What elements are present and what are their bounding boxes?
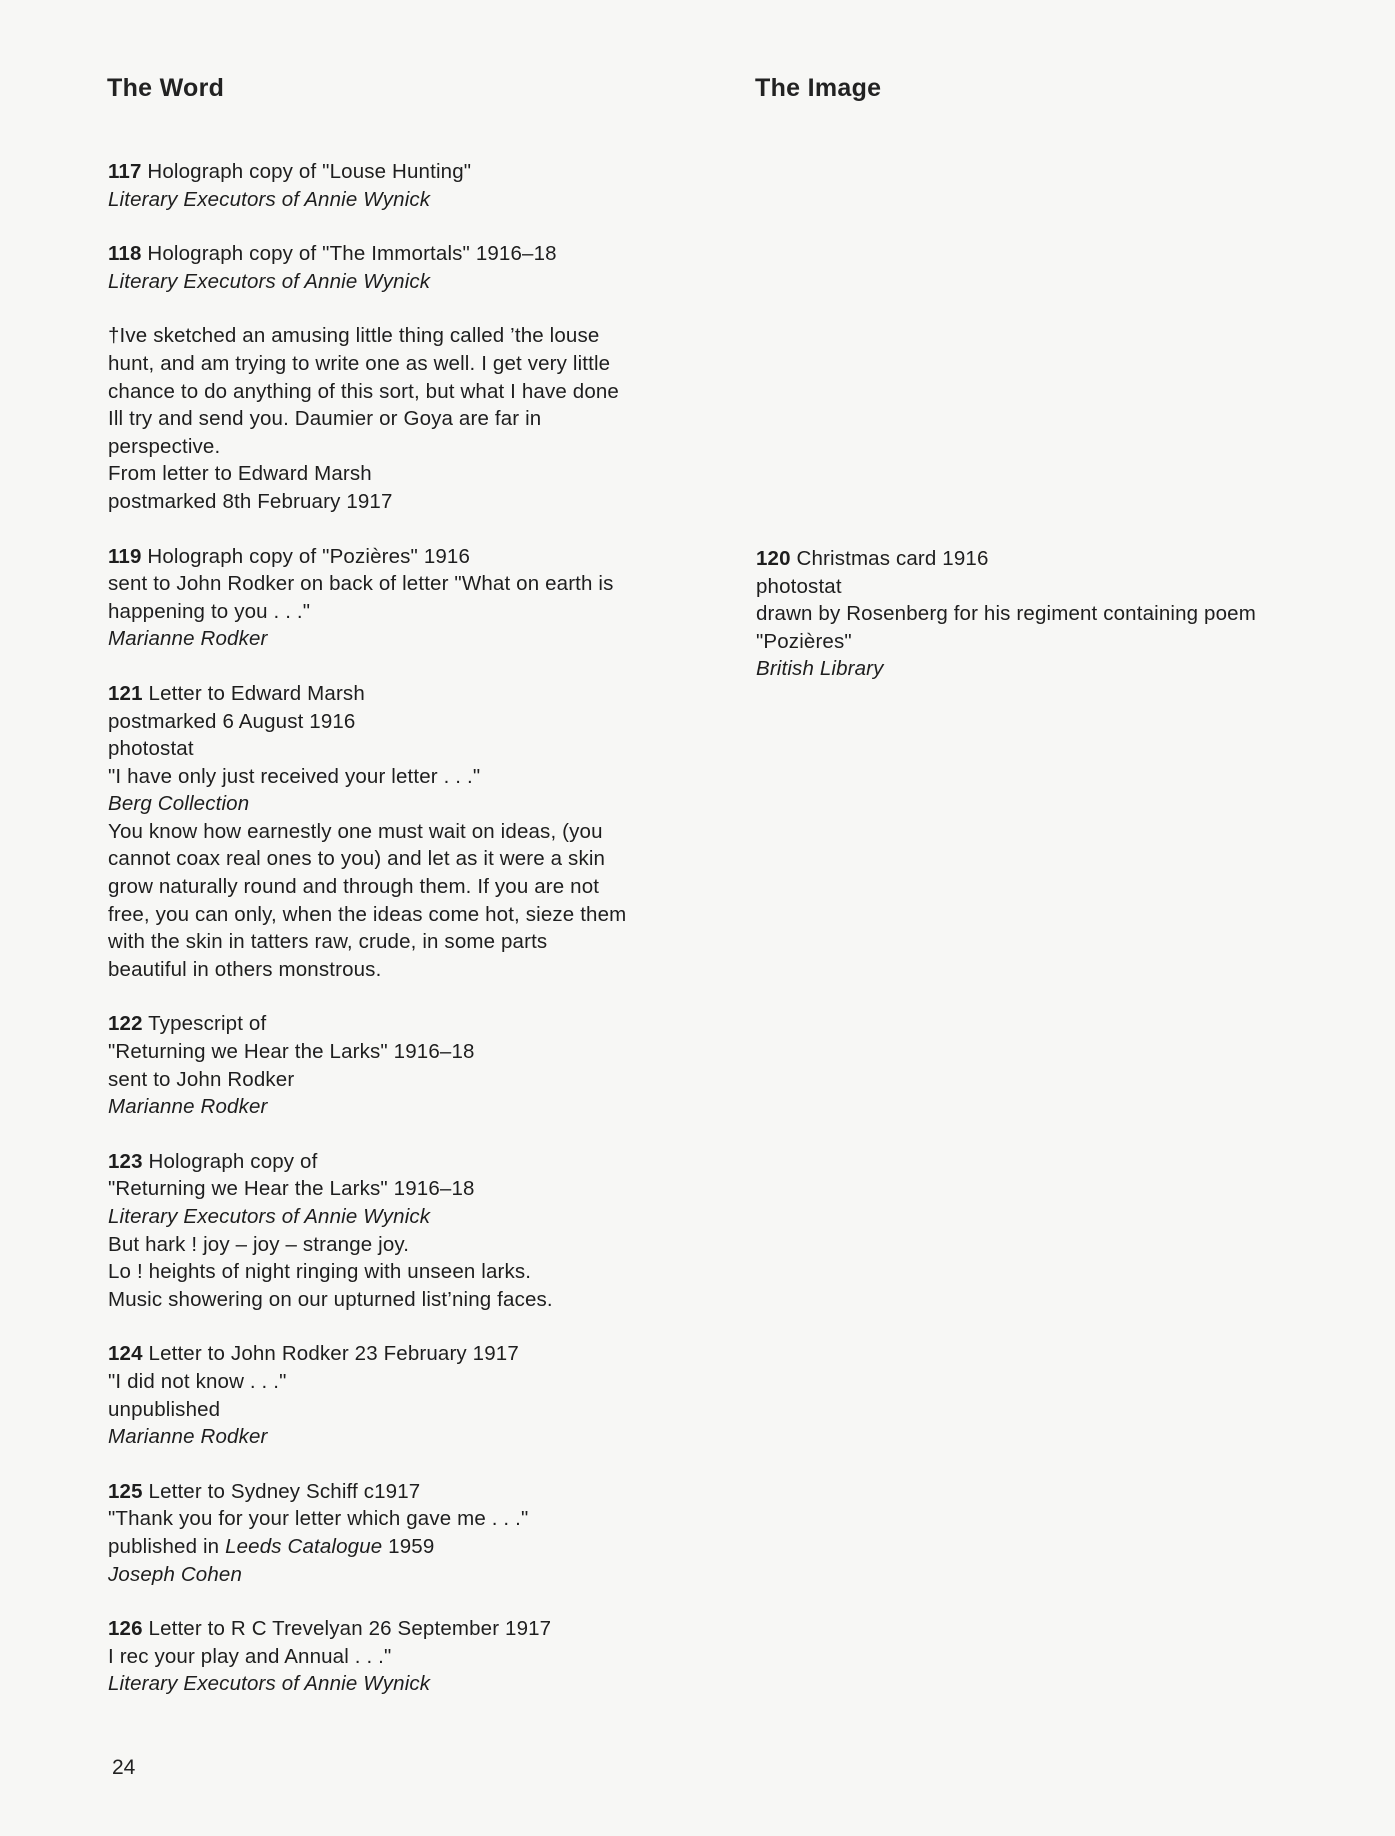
entry-number: 126 — [108, 1617, 143, 1641]
entry-title-line — [108, 1340, 708, 1368]
heading-the-word: The Word — [107, 74, 225, 102]
entry-title: Letter to Edward Marsh — [148, 681, 365, 705]
entry-line: perspective. — [108, 434, 221, 458]
entry-line: with the skin in tatters raw, crude, in some parts — [108, 930, 548, 954]
entry-owner: Literary Executors of Annie Wynick — [108, 1672, 431, 1696]
entry-line: "Returning we Hear the Larks" 1916–18 — [108, 1040, 475, 1064]
catalogue-entry-117 — [108, 158, 708, 213]
entry-line: "Returning we Hear the Larks" 1916–18 — [108, 1177, 475, 1201]
catalogue-entry-126 — [108, 1615, 708, 1698]
entry-line: Lo ! heights of night ringing with unseen larks. — [108, 1260, 532, 1284]
entry-number: 119 — [108, 544, 142, 568]
entry-number: 122 — [108, 1012, 143, 1036]
entry-title: Typescript of — [148, 1012, 267, 1036]
catalogue-entry-120 — [756, 545, 1356, 683]
catalogue-entry-124 — [108, 1340, 708, 1450]
entry-title-line — [108, 1148, 708, 1176]
entry-title: Letter to R C Trevelyan 26 September 1917 — [148, 1617, 552, 1641]
entry-owner: Marianne Rodker — [108, 627, 268, 651]
entry-title: Christmas card 1916 — [796, 547, 989, 570]
entry-line: From letter to Edward Marsh — [108, 462, 372, 486]
entry-title-line — [108, 240, 708, 268]
entry-title: Holograph copy of "Pozières" 1916 — [147, 544, 471, 568]
entry-line: cannot coax real ones to you) and let as it were a skin — [108, 847, 606, 871]
entry-line: You know how earnestly one must wait on ideas, (you — [108, 819, 603, 843]
entry-number: 120 — [756, 547, 791, 570]
word-column — [108, 158, 708, 1725]
entry-line: "Thank you for your letter which gave me . . ." — [108, 1507, 529, 1531]
entry-title-line — [108, 543, 708, 571]
page-number: 24 — [112, 1756, 136, 1779]
catalogue-entry-123 — [108, 1148, 708, 1314]
publication-title: Leeds Catalogue — [225, 1534, 383, 1558]
entry-title: Holograph copy of — [148, 1149, 318, 1173]
entry-title-line — [108, 1010, 708, 1038]
entry-title: Holograph copy of "The Immortals" 1916–18 — [147, 242, 557, 266]
entry-line: published in Leeds Catalogue 1959 — [108, 1534, 435, 1558]
entry-line: free, you can only, when the ideas come hot, sieze them — [108, 902, 627, 926]
catalogue-entry-121 — [108, 680, 708, 984]
entry-title-line — [108, 1615, 708, 1643]
image-column — [756, 545, 1356, 710]
entry-title-line — [108, 680, 708, 708]
entry-line: postmarked 6 August 1916 — [108, 709, 356, 733]
catalogue-entry-118 — [108, 240, 708, 295]
entry-title: Holograph copy of "Louse Hunting" — [147, 160, 472, 183]
entry-owner: Marianne Rodker — [108, 1095, 268, 1119]
entry-line: †Ive sketched an amusing little thing called ’the louse — [108, 324, 600, 348]
entry-line: "I have only just received your letter . . ." — [108, 764, 481, 788]
quote-entry — [108, 322, 708, 515]
entry-line: grow naturally round and through them. If you are not — [108, 875, 600, 899]
entry-line: "I did not know . . ." — [108, 1369, 287, 1393]
entry-owner: Marianne Rodker — [108, 1425, 268, 1449]
entry-line: "Pozières" — [756, 629, 852, 653]
entry-line: I rec your play and Annual . . ." — [108, 1644, 392, 1668]
catalogue-entry-119 — [108, 543, 708, 653]
entry-line: chance to do anything of this sort, but what I have done — [108, 379, 619, 403]
entry-owner: Berg Collection — [108, 792, 250, 816]
entry-line: photostat — [756, 574, 842, 598]
entry-number: 121 — [108, 681, 143, 705]
entry-line: unpublished — [108, 1397, 221, 1421]
entry-number: 124 — [108, 1342, 143, 1366]
entry-line: sent to John Rodker on back of letter "What on earth is — [108, 572, 614, 596]
catalogue-entry-122 — [108, 1010, 708, 1120]
entry-line: sent to John Rodker — [108, 1067, 295, 1091]
entry-line: beautiful in others monstrous. — [108, 957, 382, 981]
entry-line: photostat — [108, 737, 194, 761]
entry-line: Music showering on our upturned list’ning faces. — [108, 1287, 553, 1311]
entry-title-line — [108, 158, 708, 186]
entry-line: But hark ! joy – joy – strange joy. — [108, 1232, 410, 1256]
catalogue-entry-125 — [108, 1478, 708, 1588]
entry-owner: British Library — [756, 657, 884, 681]
entry-number: 117 — [108, 160, 142, 183]
entry-number: 123 — [108, 1149, 143, 1173]
entry-number: 125 — [108, 1479, 143, 1503]
entry-owner: Literary Executors of Annie Wynick — [108, 1205, 431, 1228]
entry-line: Ill try and send you. Daumier or Goya are far in — [108, 407, 542, 431]
entry-title: Letter to John Rodker 23 February 1917 — [148, 1342, 519, 1366]
entry-line: drawn by Rosenberg for his regiment containing poem — [756, 602, 1256, 626]
entry-title-line — [756, 545, 1356, 573]
entry-owner: Joseph Cohen — [108, 1562, 243, 1586]
entry-owner: Literary Executors of Annie Wynick — [108, 269, 431, 293]
entry-line: postmarked 8th February 1917 — [108, 489, 393, 513]
entry-number: 118 — [108, 242, 142, 266]
entry-title-line — [108, 1478, 708, 1506]
entry-line: happening to you . . ." — [108, 599, 311, 623]
heading-the-image: The Image — [755, 74, 882, 102]
entry-title: Letter to Sydney Schiff c1917 — [148, 1479, 421, 1503]
entry-line: hunt, and am trying to write one as well. I get very little — [108, 351, 611, 375]
entry-owner: Literary Executors of Annie Wynick — [108, 187, 431, 211]
